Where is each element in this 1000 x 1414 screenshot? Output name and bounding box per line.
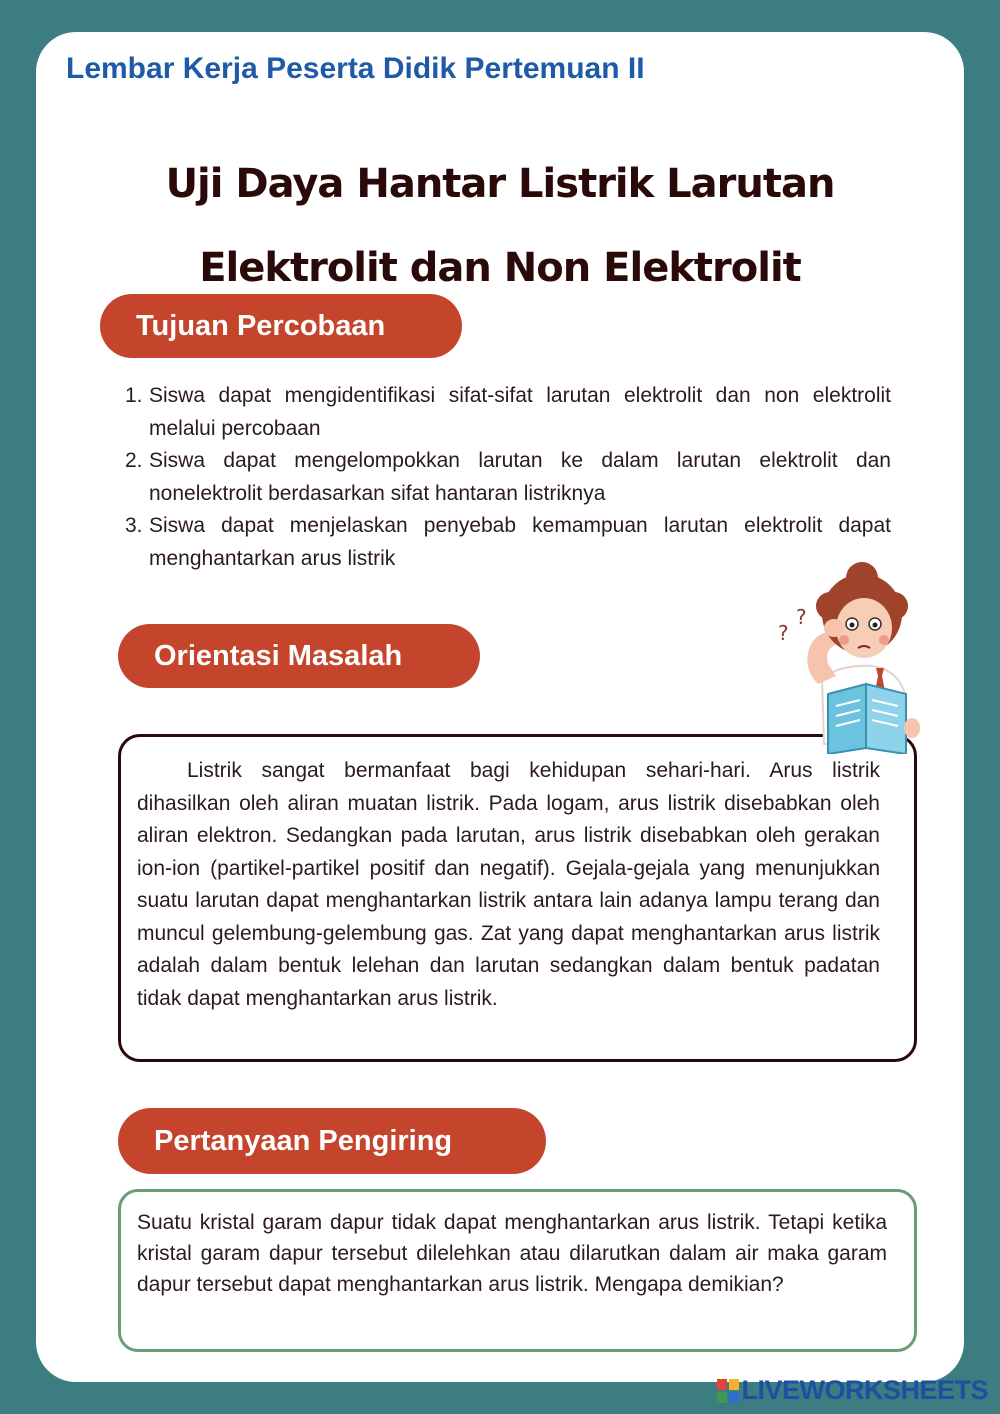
list-item-text: Siswa dapat mengelompokkan larutan ke dalam larutan elektrolit dan nonelektrolit berdasarkan sifat hantaran listriknya bbox=[149, 449, 891, 505]
liveworksheets-logo-icon bbox=[717, 1379, 739, 1403]
question-text-box bbox=[118, 1189, 917, 1352]
list-item-number: 1. bbox=[125, 384, 143, 407]
list-item-text: Siswa dapat mengidentifikasi sifat-sifat larutan elektrolit dan non elektrolit melalui percobaan bbox=[149, 384, 891, 440]
list-item-number: 2. bbox=[125, 449, 143, 472]
objectives-list bbox=[126, 380, 891, 575]
orientation-paragraph: Listrik sangat bermanfaat bagi kehidupan sehari-hari. Arus listrik dihasilkan oleh aliran muatan listrik. Pada logam, arus listrik disebabkan oleh aliran elektron. Sedangkan pada larutan, arus listrik disebabkan oleh gerakan ion-ion (partikel-partikel positif dan negatif). Gejala-gejala yang menunjukkan suatu larutan dapat menghantarkan listrik antara lain adanya lampu terang dan muncul gelembung-gelembung gas. Zat yang dapat menghantarkan arus listrik adalah dalam bentuk lelehan dan larutan sedangkan dalam bentuk padatan tidak dapat menghantarkan arus listrik. bbox=[137, 759, 880, 1010]
worksheet-card bbox=[36, 32, 964, 1382]
title-line-2: Elektrolit dan Non Elektrolit bbox=[199, 245, 801, 291]
list-item bbox=[126, 445, 891, 510]
orientation-text-box bbox=[118, 734, 917, 1062]
section-label-orientasi: Orientasi Masalah bbox=[118, 624, 480, 688]
section-label-tujuan: Tujuan Percobaan bbox=[100, 294, 462, 358]
confused-student-reading-icon bbox=[772, 548, 922, 754]
title-line-1: Uji Daya Hantar Listrik Larutan bbox=[165, 161, 835, 207]
list-item-text: Siswa dapat menjelaskan penyebab kemampuan larutan elektrolit dapat menghantarkan arus listrik bbox=[149, 514, 891, 570]
question-paragraph: Suatu kristal garam dapur tidak dapat menghantarkan arus listrik. Tetapi ketika kristal garam dapur tersebut dilelehkan atau dilarutkan dalam air maka garam dapur tersebut dapat menghantarkan arus listrik. Mengapa demikian? bbox=[137, 1211, 887, 1296]
section-label-pertanyaan: Pertanyaan Pengiring bbox=[118, 1108, 546, 1174]
worksheet-header: Lembar Kerja Peserta Didik Pertemuan II bbox=[66, 52, 645, 85]
question-mark-icon: ? bbox=[796, 605, 807, 629]
question-mark-icon: ? bbox=[778, 621, 789, 645]
list-item-number: 3. bbox=[125, 514, 143, 537]
page-title bbox=[36, 142, 964, 310]
footer-brand: LIVEWORKSHEETS bbox=[741, 1375, 988, 1405]
liveworksheets-footer bbox=[717, 1375, 988, 1406]
list-item bbox=[126, 380, 891, 445]
